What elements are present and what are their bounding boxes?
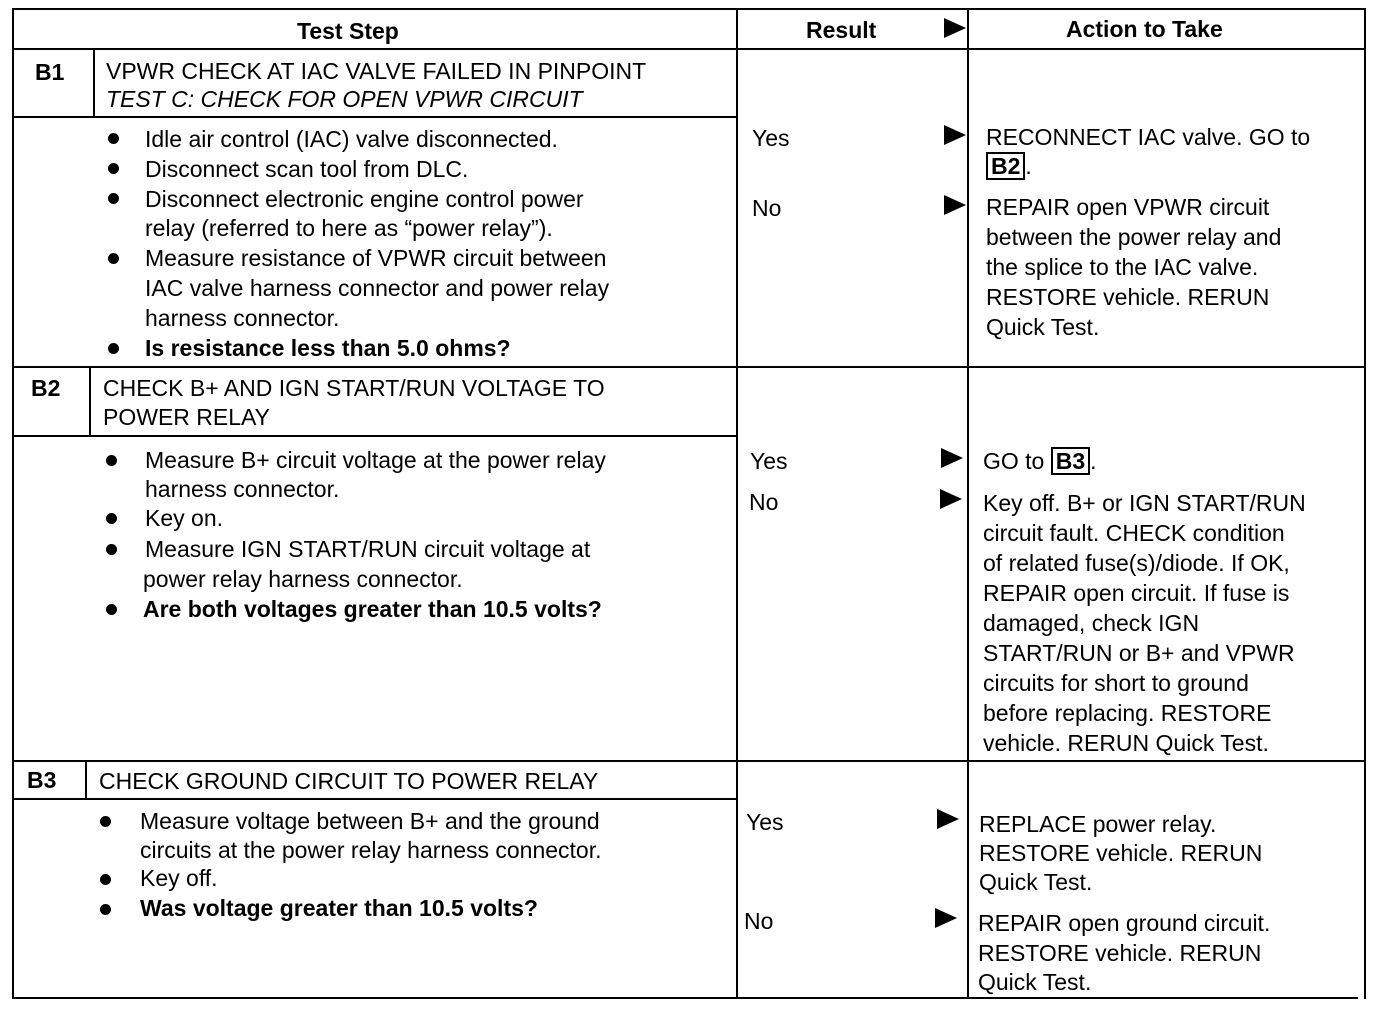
b3-title-underline [12, 798, 736, 800]
b1-action-no-2: between the power relay and [986, 224, 1282, 250]
bullet-icon [108, 253, 119, 264]
b2-action-no-3: of related fuse(s)/diode. If OK, [983, 550, 1290, 576]
b3-action-yes-3: Quick Test. [979, 869, 1093, 895]
b1-bullet-3-line1: Disconnect electronic engine control power [145, 186, 584, 212]
b2-id-divider [89, 366, 91, 435]
b2-action-no-9: vehicle. RERUN Quick Test. [983, 730, 1269, 756]
b3-result-no: No [744, 908, 774, 934]
result-arrow-icon [940, 489, 962, 509]
step-id-b1: B1 [35, 59, 65, 85]
bullet-icon [100, 816, 111, 827]
bullet-icon [100, 874, 111, 885]
ref-b2[interactable]: B2 [986, 152, 1025, 180]
result-arrow-icon [937, 809, 959, 829]
b1-id-divider [93, 48, 95, 116]
header-arrow-icon [944, 18, 966, 38]
bullet-icon [108, 133, 119, 144]
b1-action-yes-ref-line [986, 151, 1032, 181]
result-arrow-icon [941, 448, 963, 468]
b2-action-no-2: circuit fault. CHECK condition [983, 520, 1285, 546]
table-border-top [12, 8, 1366, 10]
bullet-icon [106, 513, 117, 524]
step-title-b3: CHECK GROUND CIRCUIT TO POWER RELAY [99, 768, 599, 794]
b3-bullet-1-line1: Measure voltage between B+ and the ground [140, 808, 600, 834]
b2-action-yes [983, 446, 1097, 476]
b2-action-no-6: START/RUN or B+ and VPWR [983, 640, 1295, 666]
column-divider-action [967, 8, 969, 999]
bullet-icon [108, 343, 119, 354]
b2-bullet-1-line1: Measure B+ circuit voltage at the power relay [145, 447, 606, 473]
b1-action-no-5: Quick Test. [986, 314, 1100, 340]
bullet-icon [106, 604, 117, 615]
b2-action-no-1: Key off. B+ or IGN START/RUN [983, 490, 1306, 516]
bullet-icon [108, 193, 119, 204]
b1-bullet-4-line3: harness connector. [145, 305, 340, 331]
b1-result-yes: Yes [752, 125, 790, 151]
b3-action-no-2: RESTORE vehicle. RERUN [978, 940, 1262, 966]
bullet-icon [108, 163, 119, 174]
bullet-icon [106, 455, 117, 466]
b1-title-underline [12, 116, 736, 118]
step-title-b2-line2: POWER RELAY [103, 404, 270, 430]
step-id-b2: B2 [31, 375, 61, 401]
b3-bullet-1-line2: circuits at the power relay harness connector. [140, 837, 602, 863]
b2-action-yes-text: GO to [983, 448, 1045, 474]
b2-question: Are both voltages greater than 10.5 volts? [143, 596, 602, 622]
column-divider-result [736, 8, 738, 999]
step-title-b2-line1: CHECK B+ AND IGN START/RUN VOLTAGE TO [103, 375, 605, 401]
b2-action-no-7: circuits for short to ground [983, 670, 1249, 696]
b2-action-no-4: REPAIR open circuit. If fuse is [983, 580, 1290, 606]
b2-bullet-3-line2: power relay harness connector. [143, 566, 463, 592]
b2-action-no-8: before replacing. RESTORE [983, 700, 1272, 726]
b2-title-underline [12, 435, 736, 437]
table-border-left [12, 8, 14, 999]
b1-ref-suffix: . [1025, 153, 1032, 179]
b2-ref-suffix: . [1090, 448, 1097, 474]
b3-action-yes-1: REPLACE power relay. [979, 811, 1217, 837]
b1-bullet-2: Disconnect scan tool from DLC. [145, 156, 469, 182]
b3-question: Was voltage greater than 10.5 volts? [140, 895, 538, 921]
b2-result-yes: Yes [750, 448, 788, 474]
header-action: Action to Take [1066, 16, 1223, 42]
b3-bullet-2: Key off. [140, 865, 218, 891]
b1-action-no-1: REPAIR open VPWR circuit [986, 194, 1270, 220]
b1-action-yes-text: RECONNECT IAC valve. GO to [986, 124, 1311, 150]
step-title-b1-line2: TEST C: CHECK FOR OPEN VPWR CIRCUIT [106, 86, 583, 112]
b3-result-yes: Yes [746, 809, 784, 835]
result-arrow-icon [944, 125, 966, 145]
b3-action-yes-2: RESTORE vehicle. RERUN [979, 840, 1263, 866]
header-result: Result [806, 17, 877, 43]
header-divider [12, 48, 1366, 50]
b1-action-no-4: RESTORE vehicle. RERUN [986, 284, 1270, 310]
section-divider-b3 [12, 760, 1366, 762]
step-id-b3: B3 [27, 767, 57, 793]
b1-bullet-3-line2: relay (referred to here as “power relay”). [145, 215, 553, 241]
b2-bullet-2: Key on. [145, 505, 223, 531]
header-test-step: Test Step [297, 18, 399, 44]
ref-b3[interactable]: B3 [1051, 447, 1090, 475]
b2-result-no: No [749, 489, 779, 515]
b3-id-divider [85, 760, 87, 798]
b1-action-no-3: the splice to the IAC valve. [986, 254, 1259, 280]
b3-action-no-1: REPAIR open ground circuit. [978, 910, 1271, 936]
table-border-right [1364, 8, 1366, 999]
b1-bullet-4-line2: IAC valve harness connector and power relay [145, 275, 610, 301]
b1-action-yes [986, 122, 1310, 152]
b1-result-no: No [752, 195, 782, 221]
section-divider-b2 [12, 366, 1366, 368]
b1-bullet-1: Idle air control (IAC) valve disconnected. [145, 126, 558, 152]
b1-question: Is resistance less than 5.0 ohms? [145, 335, 511, 361]
bullet-icon [100, 904, 111, 915]
b3-action-no-3: Quick Test. [978, 969, 1092, 995]
result-arrow-icon [935, 908, 957, 928]
b2-bullet-3-line1: Measure IGN START/RUN circuit voltage at [145, 536, 591, 562]
step-title-b1-line1: VPWR CHECK AT IAC VALVE FAILED IN PINPOINT [106, 58, 647, 84]
b1-bullet-4-line1: Measure resistance of VPWR circuit between [145, 245, 607, 271]
result-arrow-icon [944, 195, 966, 215]
bullet-icon [106, 544, 117, 555]
b2-action-no-5: damaged, check IGN [983, 610, 1200, 636]
b2-bullet-1-line2: harness connector. [145, 476, 340, 502]
table-border-bottom [12, 997, 1358, 999]
